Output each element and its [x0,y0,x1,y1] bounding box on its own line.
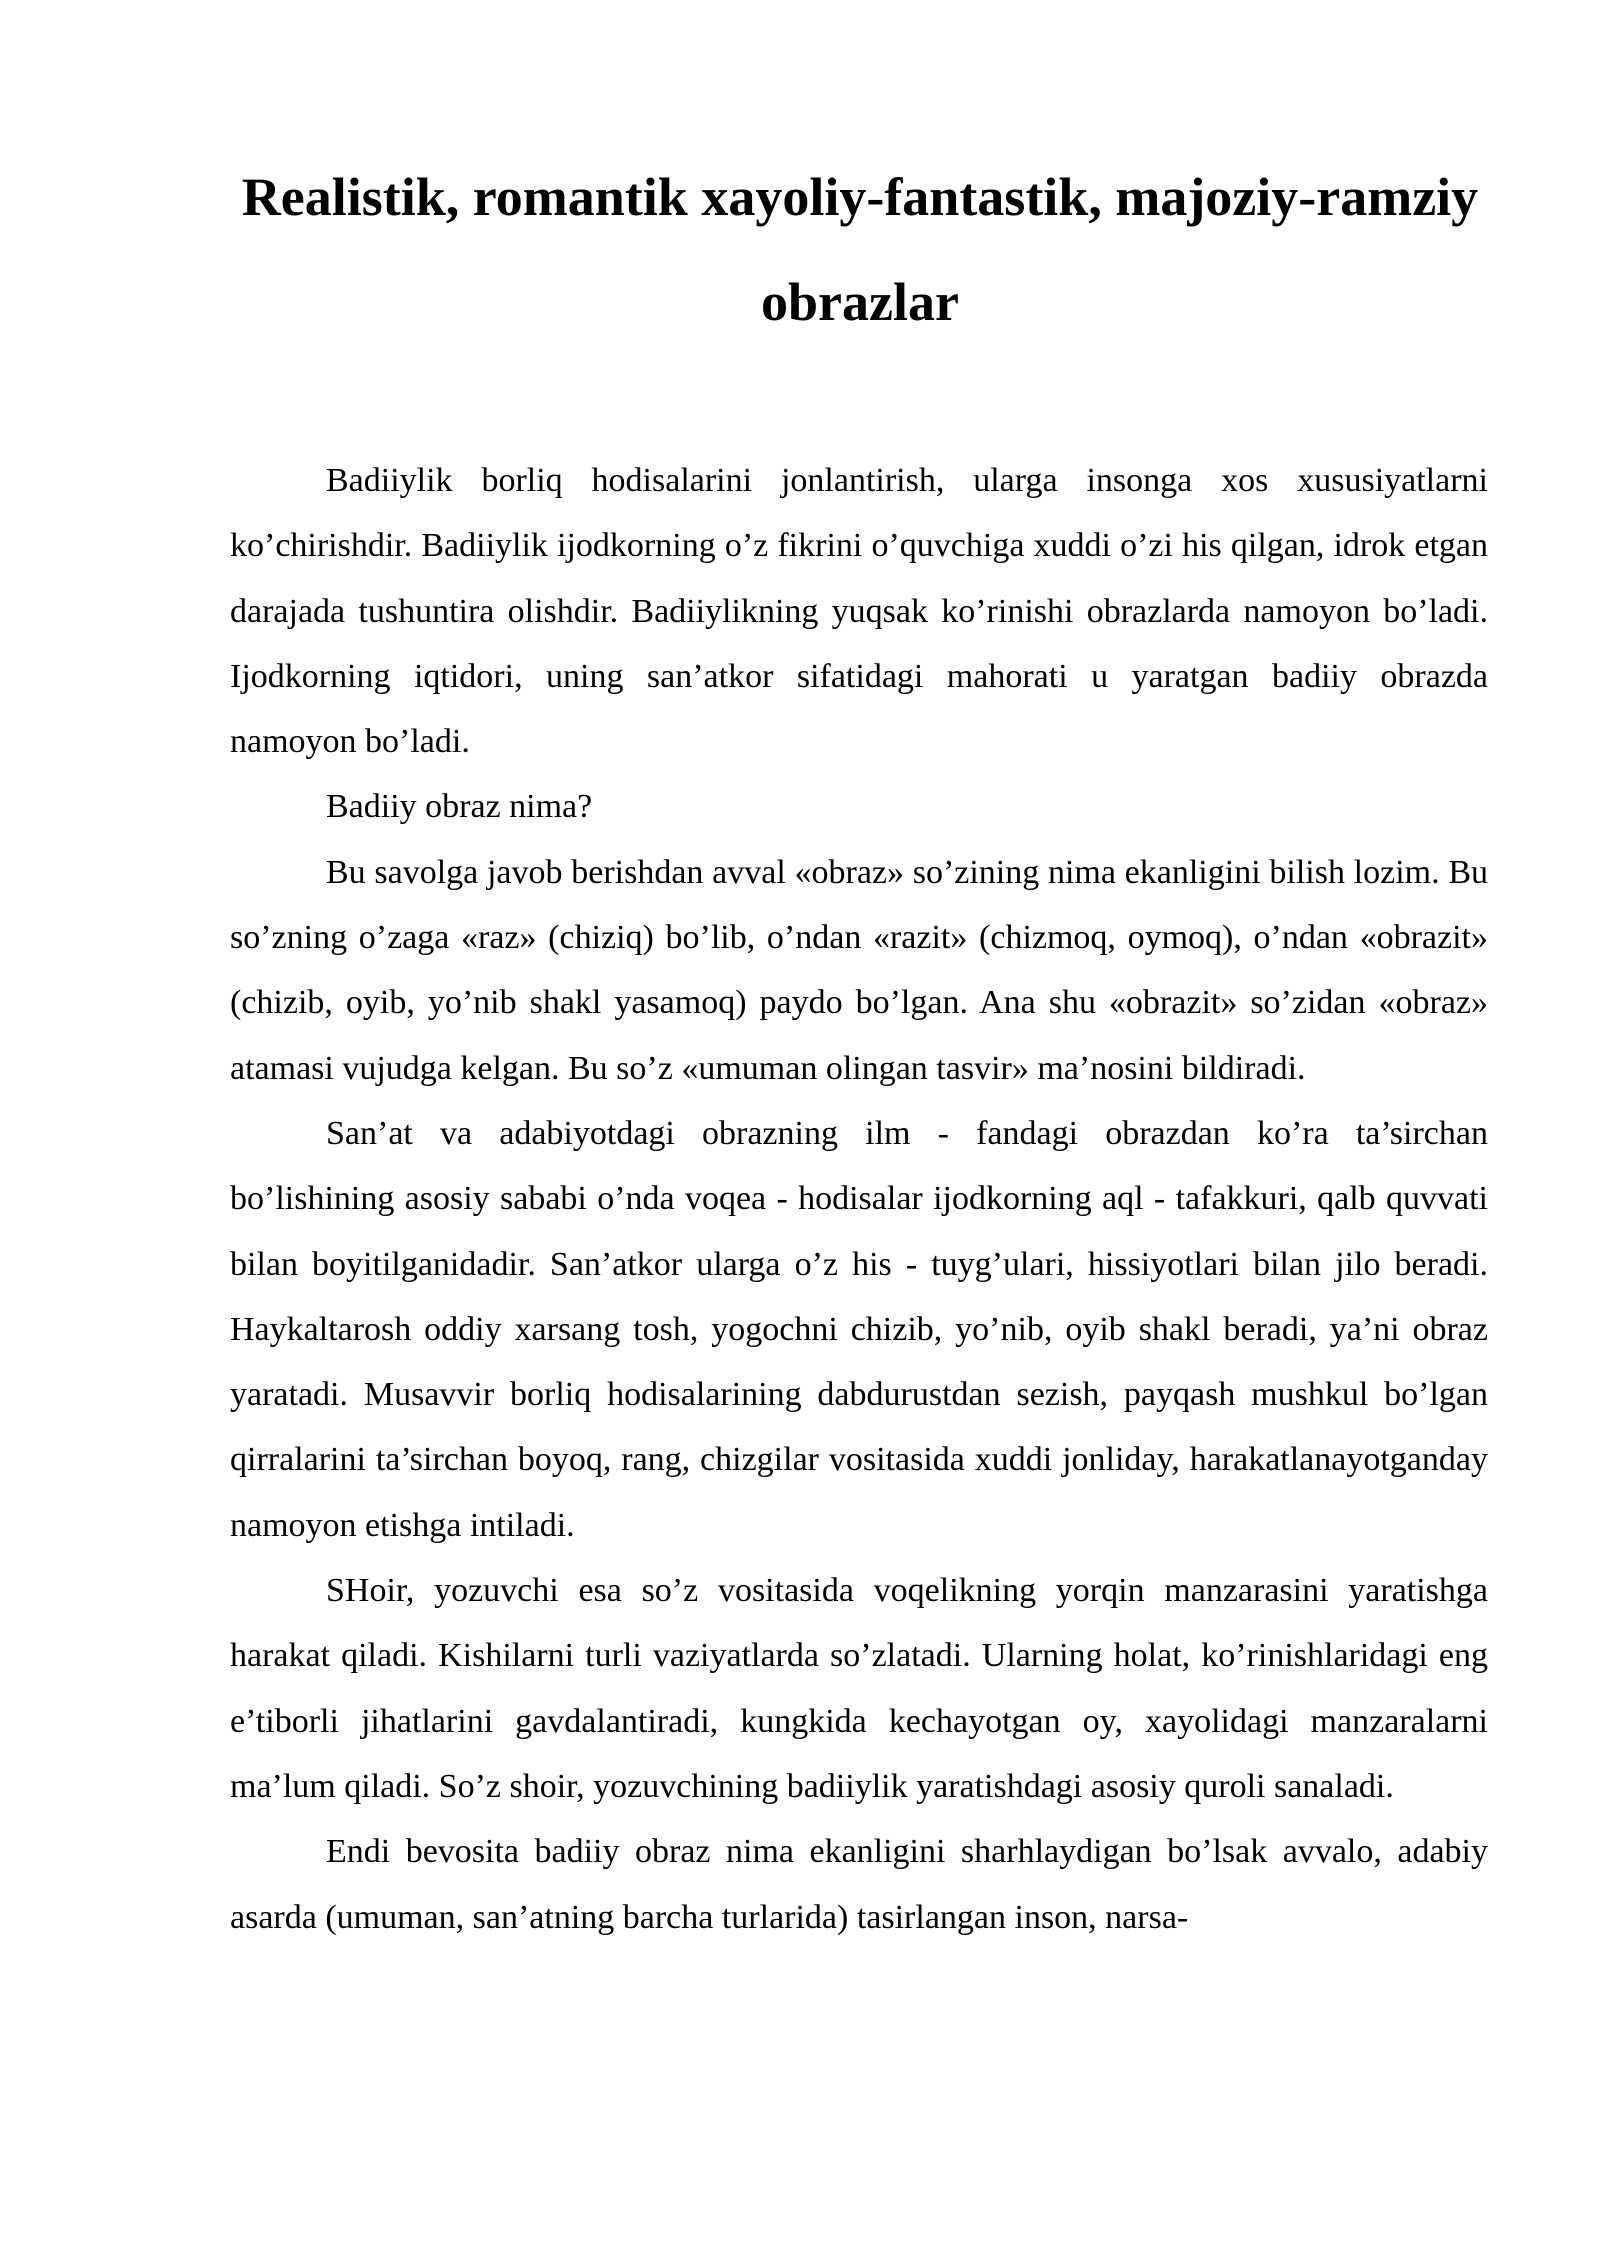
document-title: Realistik, romantik xayoliy-fantastik, majoziy-ramziy obrazlar [241,167,1479,332]
paragraph: San’at va adabiyotdagi obrazning ilm - fandagi obrazdan ko’ra ta’sirchan bo’lishining asosiy sababi o’nda voqea - hodisalar ijodkorning aql - tafakkuri, qalb quvvati bilan boyitilganidadir. San’atkor ularga o’z his - tuyg’ulari, hissiyotlari bilan jilo beradi. Haykaltarosh oddiy xarsang tosh, yogochni chizib, yo’nib, oyib shakl beradi, ya’ni obraz yaratadi. Musavvir borliq hodisalarining dabdurustdan sezish, payqash mushkul bo’lgan qirralarini ta’sirchan boyoq, rang, chizgilar vositasida xuddi jonliday, harakatlanayotganday namoyon etishga intiladi. [230,1114,1488,1544]
paragraph: SHoir, yozuvchi esa so’z vositasida voqelikning yorqin manzarasini yaratishga harakat qiladi. Kishilarni turli vaziyatlarda so’zlatadi. Ularning holat, ko’rinishlaridagi eng e’tiborli jihatlarini gavdalantiradi, kungkida kechayotgan oy, xayolidagi manzaralarni ma’lum qiladi. So’z shoir, yozuvchining badiiylik yaratishdagi asosiy quroli sanaladi. [230,1572,1488,1805]
document-body [230,448,1488,1950]
paragraph: Bu savolga javob berishdan avval «obraz» so’zining nima ekanligini bilish lozim. Bu so’zning o’zaga «raz» (chiziq) bo’lib, o’ndan «razit» (chizmoq, oymoq), o’ndan «obrazit» (chizib, oyib, yo’nib shakl yasamoq) paydo bo’lgan. Ana shu «obrazit» so’zidan «obraz» atamasi vujudga kelgan. Bu so’z «umuman olingan tasvir» ma’nosini bildiradi. [230,853,1488,1087]
paragraph: Badiiy obraz nima? [326,788,593,826]
paragraph: Endi bevosita badiiy obraz nima ekanligini sharhlaydigan bo’lsak avvalo, adabiy asarda (umuman, san’atning barcha turlarida) tasirlangan inson, narsa- [230,1833,1488,1936]
paragraph: Badiiylik borliq hodisalarini jonlantirish, ularga insonga xos xususiyatlarni ko’chirishdir. Badiiylik ijodkorning o’z fikrini o’quvchiga xuddi o’zi his qilgan, idrok etgan darajada tushuntira olishdir. Badiiylikning yuqsak ko’rinishi obrazlarda namoyon bo’ladi. Ijodkorning iqtidori, uning san’atkor sifatidagi mahorati u yaratgan badiiy obrazda namoyon bo’ladi. [230,462,1488,761]
